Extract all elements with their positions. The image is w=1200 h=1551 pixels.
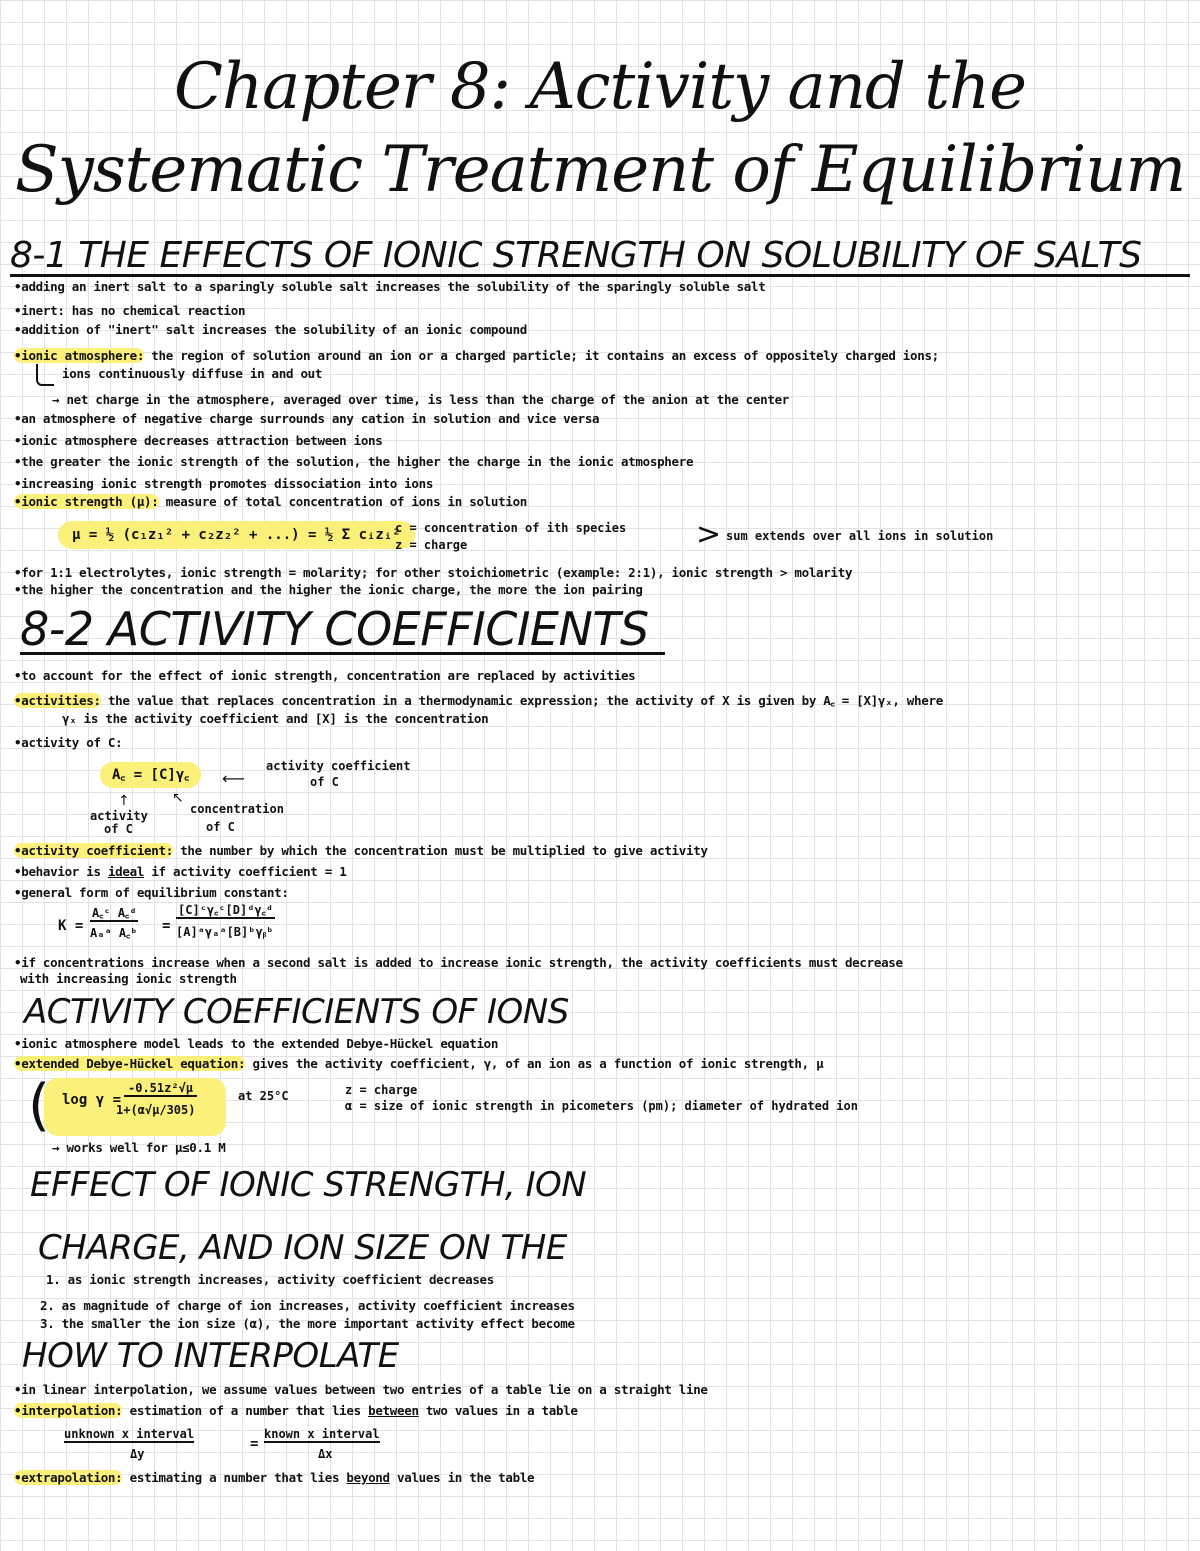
k-lhs: K = <box>58 918 84 934</box>
note-line: •to account for the effect of ionic strength, concentration are replaced by activities <box>14 668 636 683</box>
note-line: •behavior is ideal if activity coefficient = 1 <box>14 864 347 879</box>
k-denominator-2: [A]ᵃγₐᵃ[B]ᵇγᵦᵇ <box>176 925 274 939</box>
list-item: 2. as magnitude of charge of ion increases, activity coefficient increases <box>40 1298 575 1313</box>
label-activity-coefficient-of: of C <box>310 775 339 789</box>
section-effect-heading-line2: CHARGE, AND ION SIZE ON THE <box>38 1228 567 1268</box>
note-line: •increasing ionic strength promotes dissociation into ions <box>14 476 434 491</box>
ionic-strength-formula: μ = ½ (c₁z₁² + c₂z₂² + ...) = ½ Σ cᵢzᵢ² <box>58 521 415 549</box>
note-line: •an atmosphere of negative charge surrounds any cation in solution and vice versa <box>14 411 600 426</box>
term-highlight: •extrapolation: <box>14 1470 123 1485</box>
term-highlight: •activity coefficient: <box>14 843 173 858</box>
arrow-left-icon: ⟵ <box>222 769 245 788</box>
note-line: •general form of equilibrium constant: <box>14 885 289 900</box>
note-line: → net charge in the atmosphere, averaged over time, is less than the charge of the anion at the center <box>52 392 790 407</box>
note-line: ions continuously diffuse in and out <box>62 366 323 381</box>
note-line-activity-coefficient: •activity coefficient: the number by which the concentration must be multiplied to give activity <box>14 843 708 858</box>
debye-note-alpha: α = size of ionic strength in picometers (pm); diameter of hydrated ion <box>345 1099 858 1113</box>
note-line: •ionic atmosphere decreases attraction between ions <box>14 433 383 448</box>
term-highlight: •interpolation: <box>14 1403 123 1418</box>
note-line-ionic-strength: •ionic strength (μ): measure of total concentration of ions in solution <box>14 494 528 509</box>
k-equals: = <box>162 918 171 934</box>
section-8-2-heading: 8-2 ACTIVITY COEFFICIENTS <box>20 606 665 655</box>
interp-denominator-2: Δx <box>318 1447 333 1461</box>
term-highlight: •activities: <box>14 693 101 708</box>
note-line: with increasing ionic strength <box>20 971 237 986</box>
interp-denominator-1: Δy <box>130 1447 145 1461</box>
section-effect-heading-line1: EFFECT OF IONIC STRENGTH, ION <box>30 1165 587 1205</box>
brace-icon: > <box>696 517 722 552</box>
arrow-connector <box>36 364 54 386</box>
note-line: •ionic atmosphere model leads to the extended Debye-Hückel equation <box>14 1036 499 1051</box>
activity-formula: A꜀ = [C]γ꜀ <box>100 762 201 788</box>
note-line-interpolation: •interpolation: estimation of a number that lies between two values in a table <box>14 1403 578 1418</box>
debye-denominator: 1+(α√μ/305) <box>116 1103 196 1117</box>
section-activity-coefficients-of-ions-heading: ACTIVITY COEFFICIENTS OF IONS <box>24 992 569 1032</box>
note-line: •inert: has no chemical reaction <box>14 303 246 318</box>
section-how-to-interpolate-heading: HOW TO INTERPOLATE <box>22 1336 399 1376</box>
note-line-extrapolation: •extrapolation: estimating a number that lies beyond values in the table <box>14 1470 535 1485</box>
definition: the region of solution around an ion or a charged particle; it contains an excess of oppositely charged ions; <box>151 348 939 363</box>
formula-note-z: z = charge <box>395 538 468 552</box>
k-numerator-2: [C]ᶜγ꜀ᶜ[D]ᵈγ꜀ᵈ <box>178 903 273 917</box>
k-denominator-1: Aₐᵃ A꜀ᵇ <box>90 926 138 940</box>
interp-equals: = <box>250 1436 259 1452</box>
note-line-debye-huckel: •extended Debye-Hückel equation: gives the activity coefficient, γ, of an ion as a function of ionic strength, μ <box>14 1056 824 1071</box>
note-line: •in linear interpolation, we assume values between two entries of a table lie on a straight line <box>14 1382 708 1397</box>
note-line: •the greater the ionic strength of the solution, the higher the charge in the ionic atmosphere <box>14 454 694 469</box>
label-activity-coefficient: activity coefficient <box>266 759 411 773</box>
interp-numerator-1: unknown x interval <box>64 1427 195 1441</box>
term-highlight: •extended Debye-Hückel equation: <box>14 1056 246 1071</box>
section-8-1-heading: 8-1 THE EFFECTS OF IONIC STRENGTH ON SOLUBILITY OF SALTS <box>10 238 1190 277</box>
debye-numerator: -0.51z²√μ <box>124 1082 197 1097</box>
list-item: 1. as ionic strength increases, activity coefficient decreases <box>46 1272 494 1287</box>
label-concentration: concentration <box>190 802 284 816</box>
interp-numerator-2: known x interval <box>264 1427 380 1441</box>
label-concentration-of: of C <box>206 820 235 834</box>
note-line: •for 1:1 electrolytes, ionic strength = molarity; for other stoichiometric (example: 2:1), ionic strength > molarity <box>14 565 853 580</box>
page-title-line1: Chapter 8: Activity and the <box>173 50 1027 124</box>
formula-note-c: c = concentration of ith species <box>395 521 627 535</box>
note-line: → works well for μ≤0.1 M <box>52 1140 226 1155</box>
note-line: •if concentrations increase when a second salt is added to increase ionic strength, the activity coefficients must decrease <box>14 955 903 970</box>
label-activity-of: of C <box>104 822 133 836</box>
formula-note-sum: sum extends over all ions in solution <box>726 529 994 543</box>
arrow-up-icon: ↑ <box>118 793 130 809</box>
note-line: γₓ is the activity coefficient and [X] is the concentration <box>62 711 489 726</box>
note-line-ionic-atmosphere <box>14 348 939 363</box>
arrow-curve-icon: ↖ <box>172 790 184 806</box>
label-activity: activity <box>90 809 148 823</box>
list-item: 3. the smaller the ion size (α), the more important activity effect become <box>40 1316 575 1331</box>
log-gamma-lhs: log γ = <box>62 1092 122 1108</box>
note-line-activities: •activities: the value that replaces concentration in a thermodynamic expression; the activity of X is given by A꜀ = [X]γₓ, where <box>14 693 943 708</box>
note-line: •addition of "inert" salt increases the solubility of an ionic compound <box>14 322 528 337</box>
note-line: •the higher the concentration and the higher the ionic charge, the more the ion pairing <box>14 582 643 597</box>
term-highlight: •ionic strength (μ): <box>14 494 159 509</box>
note-line: •adding an inert salt to a sparingly soluble salt increases the solubility of the sparingly soluble salt <box>14 279 766 294</box>
k-numerator-1: A꜀ᶜ A꜀ᵈ <box>92 906 137 920</box>
page-title-line2: Systematic Treatment of Equilibrium <box>14 133 1186 207</box>
paren-icon: ( <box>28 1073 50 1138</box>
debye-temperature: at 25°C <box>238 1089 289 1103</box>
note-line: •activity of C: <box>14 735 123 750</box>
term-highlight: •ionic atmosphere: <box>14 348 145 363</box>
debye-note-z: z = charge <box>345 1083 418 1097</box>
